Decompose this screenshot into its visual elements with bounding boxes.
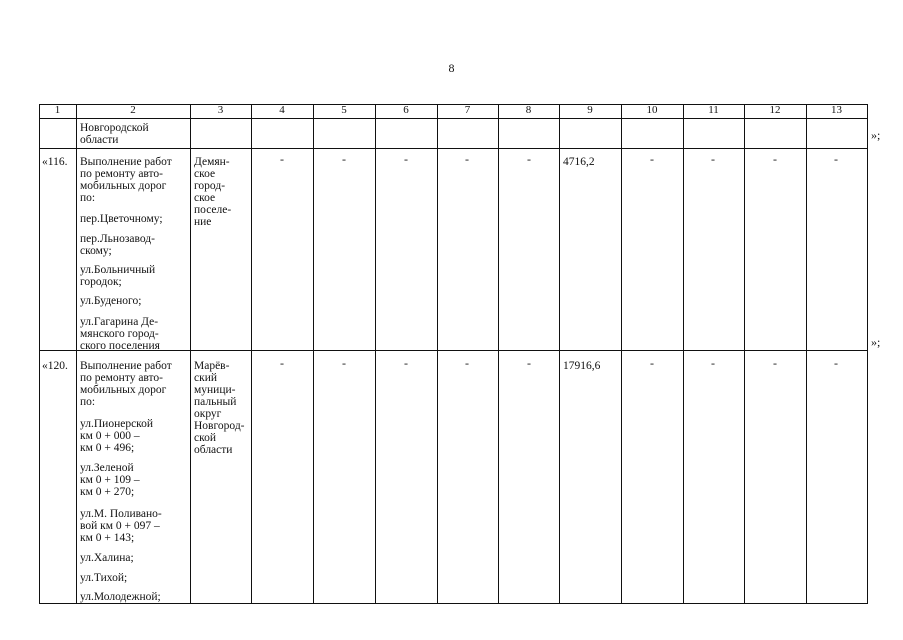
executor: Марёв- ский муници- пальный округ Новгород- ской области	[194, 360, 245, 456]
col-rule	[437, 104, 438, 604]
row-rule	[39, 148, 868, 149]
header-cell: 9	[587, 104, 593, 116]
street-item: пер.Цветочному;	[80, 213, 163, 225]
empty-value-dash: -	[280, 356, 284, 370]
header-cell: 10	[646, 104, 658, 116]
amount-value: 4716,2	[563, 156, 595, 168]
row-number: «116.	[42, 156, 68, 168]
closing-quote-mark: »;	[871, 128, 881, 142]
empty-value-dash: -	[465, 356, 469, 370]
col-rule	[498, 104, 499, 604]
empty-value-dash: -	[404, 356, 408, 370]
empty-value-dash: -	[342, 152, 346, 166]
row-rule	[39, 603, 868, 604]
street-item: ул.Зеленой км 0 + 109 – км 0 + 270;	[80, 462, 140, 498]
executor: Демян- ское город- ское поселе- ние	[194, 156, 232, 228]
empty-value-dash: -	[342, 356, 346, 370]
header-cell: 11	[708, 104, 719, 116]
col-rule	[251, 104, 252, 604]
page-number: 8	[448, 61, 455, 75]
empty-value-dash: -	[773, 356, 777, 370]
col-rule	[375, 104, 376, 604]
empty-value-dash: -	[773, 152, 777, 166]
col-rule	[683, 104, 684, 604]
empty-value-dash: -	[834, 152, 838, 166]
header-cell: 2	[130, 104, 136, 116]
header-cell: 1	[54, 104, 61, 116]
header-cell: 7	[464, 104, 471, 116]
col-rule	[806, 104, 807, 604]
header-cell: 3	[217, 104, 224, 116]
empty-value-dash: -	[711, 356, 715, 370]
col-rule	[76, 104, 77, 604]
street-item: ул.Пионерской км 0 + 000 – км 0 + 496;	[80, 418, 154, 454]
header-cell: 4	[279, 104, 285, 116]
empty-value-dash: -	[834, 356, 838, 370]
street-item: ул.Буденого;	[80, 295, 142, 307]
col-rule	[190, 104, 191, 604]
continuation-name: Новгородской области	[80, 122, 149, 146]
empty-value-dash: -	[527, 356, 531, 370]
empty-value-dash: -	[527, 152, 531, 166]
street-item: ул.М. Поливано- вой км 0 + 097 – км 0 + 143;	[80, 508, 162, 544]
street-item: ул.Халина;	[80, 552, 134, 564]
empty-value-dash: -	[465, 152, 469, 166]
col-rule	[313, 104, 314, 604]
header-cell: 13	[831, 104, 842, 116]
empty-value-dash: -	[711, 152, 715, 166]
header-cell: 8	[525, 104, 532, 116]
row-rule	[39, 350, 868, 351]
closing-quote-mark: »;	[871, 335, 881, 349]
col-rule	[559, 104, 560, 604]
header-cell: 5	[341, 104, 347, 116]
col-rule	[744, 104, 745, 604]
work-title: Выполнение работ по ремонту авто- мобильных дорог по:	[80, 360, 172, 408]
street-item: ул.Гагарина Де- мянского город- ского поселения	[80, 316, 160, 352]
col-rule	[867, 104, 868, 604]
header-cell: 6	[403, 104, 409, 116]
header-cell: 12	[769, 104, 781, 116]
street-item: ул.Тихой;	[80, 572, 128, 584]
row-number: «120.	[42, 360, 68, 372]
amount-value: 17916,6	[563, 360, 601, 372]
row-rule	[39, 118, 868, 119]
empty-value-dash: -	[650, 152, 654, 166]
street-item: пер.Льнозавод- скому;	[80, 233, 155, 257]
col-rule	[621, 104, 622, 604]
col-rule	[39, 104, 40, 604]
empty-value-dash: -	[280, 152, 284, 166]
work-title: Выполнение работ по ремонту авто- мобильных дорог по:	[80, 156, 172, 204]
street-item: ул.Молодежной;	[80, 591, 161, 603]
empty-value-dash: -	[650, 356, 654, 370]
street-item: ул.Больничный городок;	[80, 264, 156, 288]
document-table	[39, 104, 868, 604]
empty-value-dash: -	[404, 152, 408, 166]
